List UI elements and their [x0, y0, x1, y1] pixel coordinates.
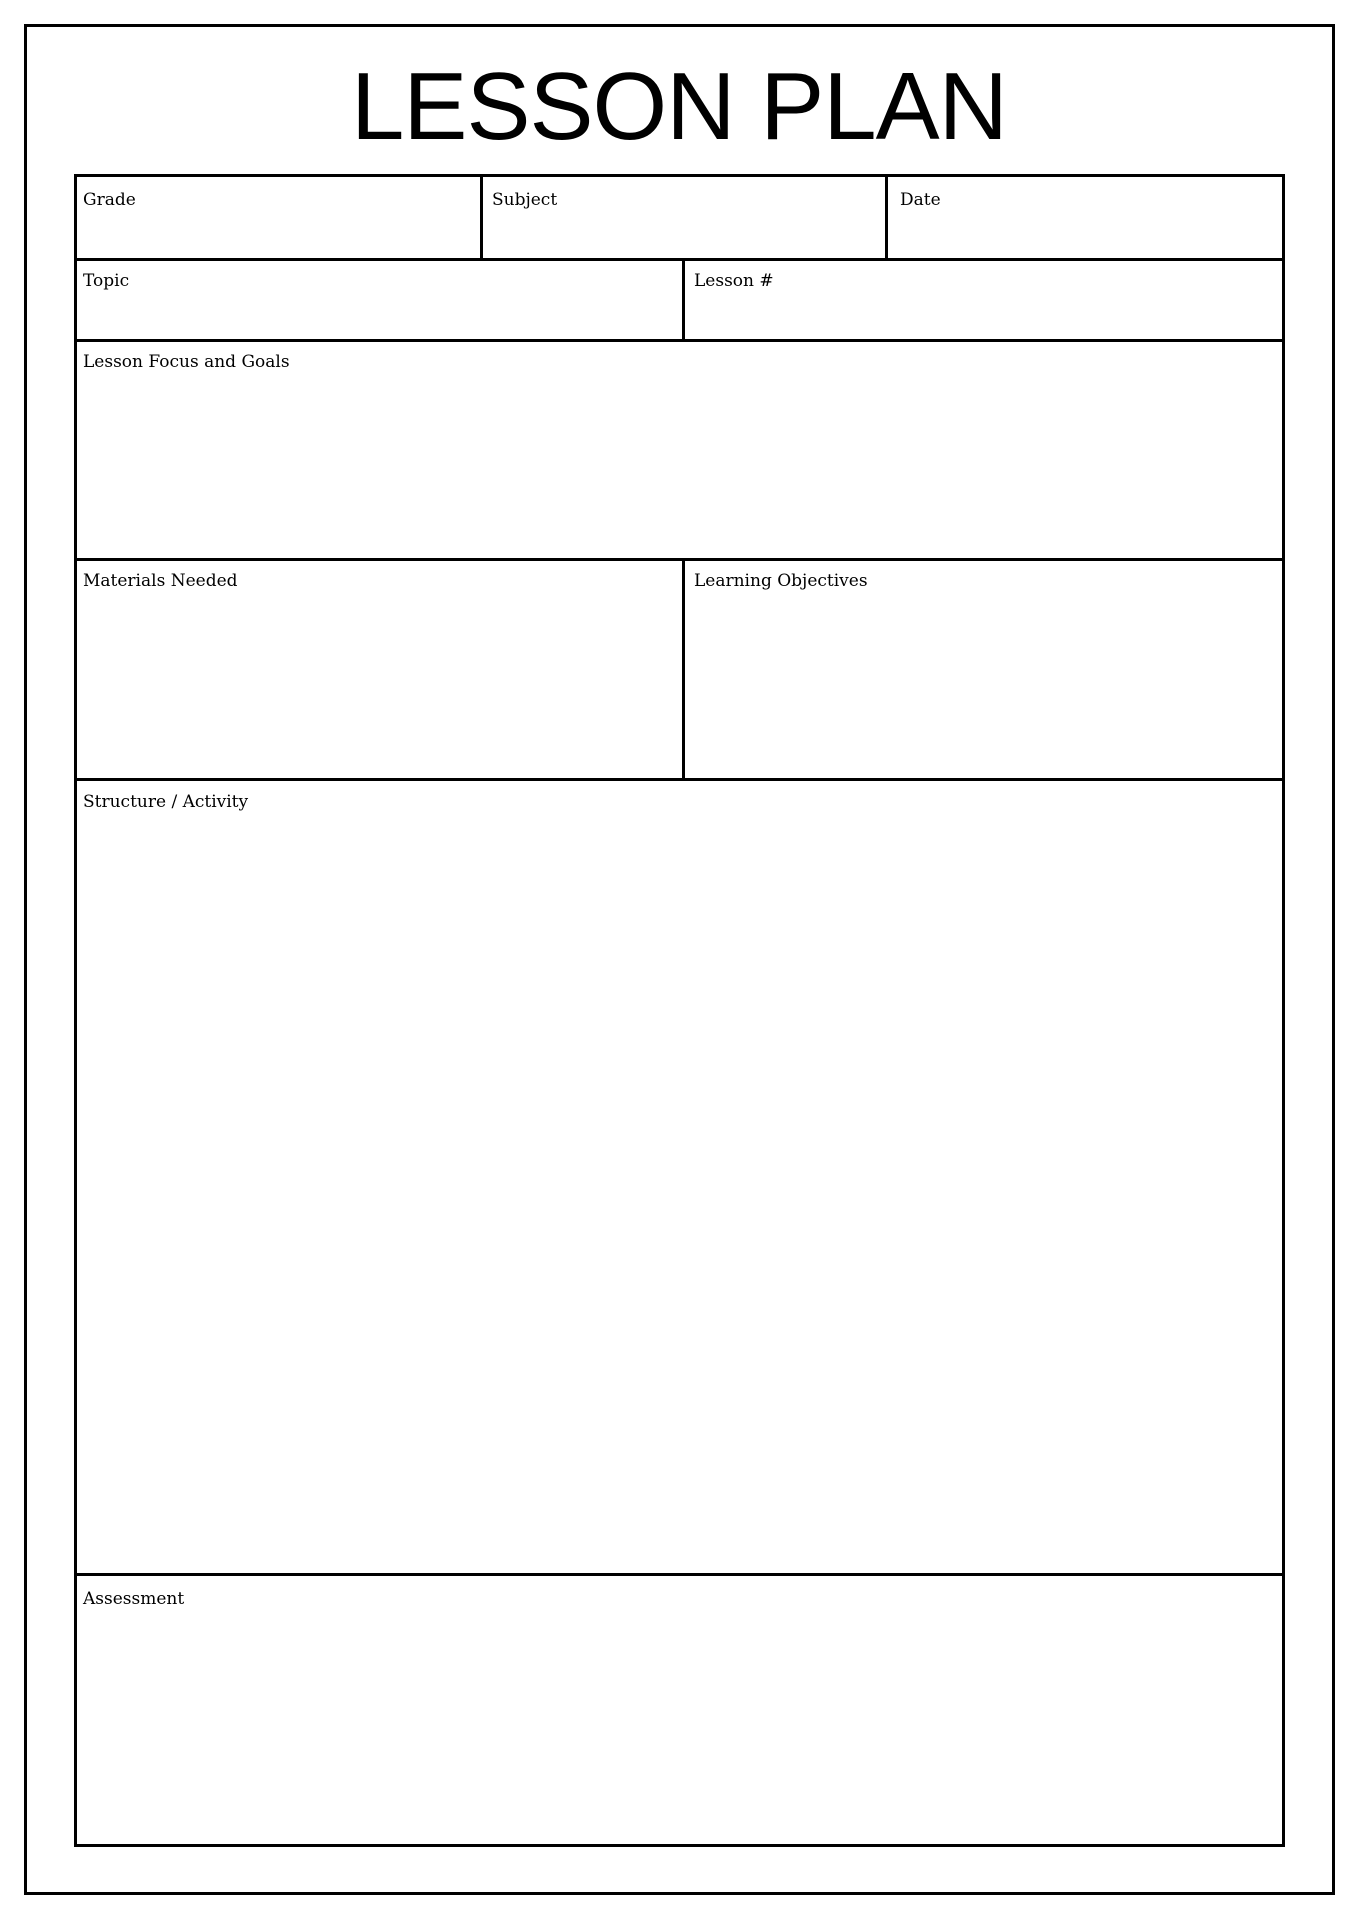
- topic-label: Topic: [83, 271, 130, 291]
- row-structure-activity: [77, 778, 1282, 1573]
- materials-label: Materials Needed: [83, 571, 238, 591]
- date-field[interactable]: [885, 177, 1282, 258]
- row-focus-goals: [77, 339, 1282, 558]
- subject-field[interactable]: [480, 177, 885, 258]
- assessment-field[interactable]: [77, 1576, 1282, 1844]
- lesson-plan-form: [74, 174, 1285, 1847]
- row-materials-objectives: [77, 558, 1282, 778]
- focus-goals-field[interactable]: [77, 342, 1282, 558]
- grade-label: Grade: [83, 190, 136, 210]
- focus-goals-label: Lesson Focus and Goals: [83, 352, 290, 372]
- row-topic-lesson: [77, 258, 1282, 339]
- row-grade-subject-date: [77, 177, 1282, 258]
- materials-field[interactable]: [77, 561, 682, 778]
- assessment-label: Assessment: [83, 1589, 185, 1609]
- page-title: LESSON PLAN: [351, 53, 1007, 160]
- topic-field[interactable]: [77, 261, 682, 339]
- structure-activity-label: Structure / Activity: [83, 792, 249, 812]
- row-assessment: [77, 1573, 1282, 1844]
- structure-activity-field[interactable]: [77, 781, 1282, 1573]
- subject-label: Subject: [492, 190, 558, 210]
- grade-field[interactable]: [77, 177, 480, 258]
- lesson-number-field[interactable]: [682, 261, 1282, 339]
- date-label: Date: [900, 190, 941, 210]
- objectives-field[interactable]: [682, 561, 1282, 778]
- objectives-label: Learning Objectives: [694, 571, 868, 591]
- lesson-number-label: Lesson #: [694, 271, 774, 291]
